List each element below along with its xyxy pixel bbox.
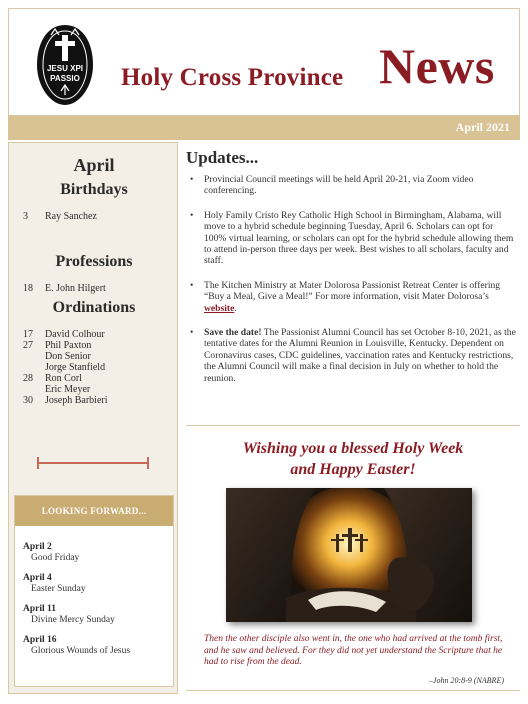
website-link[interactable]: website xyxy=(204,302,235,314)
profession-name: E. John Hilgert xyxy=(45,283,106,294)
ordination-name: Eric Meyer xyxy=(45,384,91,395)
empty-tomb-image xyxy=(226,488,472,622)
masthead xyxy=(8,8,520,116)
update-item xyxy=(190,280,516,314)
event-name: Easter Sunday xyxy=(31,584,86,594)
issue-date: April 2021 xyxy=(455,120,510,134)
event-date: April 2 xyxy=(23,542,52,552)
update-text: The Kitchen Ministry at Mater Dolorosa Passionist Retreat Center is offering “Buy a Meal, Give a Meal!” For more information, visit Mater Dolorosa’s xyxy=(204,279,501,303)
bullet-icon: • xyxy=(190,209,194,221)
event-date: April 16 xyxy=(23,635,57,645)
update-item xyxy=(190,174,516,197)
scripture-verse: Then the other disciple also went in, the one who had arrived at the tomb first, and he saw and believed. For they did not yet understand the Scripture that he had to rise from the dead. xyxy=(204,634,503,667)
event-date: April 4 xyxy=(23,573,52,583)
update-text: Holy Family Cristo Rey Catholic High School in Birmingham, Alabama, will move to a hybrid schedule beginning Tuesday, April 6. Scholars can opt for 100% virtual learning, or scholars can opt for the hybrid schedule allowing them to attend in-person three days per week. Best wishes to all scholars, faculty and staff. xyxy=(204,209,514,267)
updates-heading: Updates... xyxy=(186,148,259,167)
event-name: Divine Mercy Sunday xyxy=(31,615,115,625)
emblem-text-bottom: PASSIO xyxy=(50,74,80,83)
news-title: News xyxy=(379,38,495,94)
ordination-name: Ron Corl xyxy=(45,373,82,384)
ordination-name: David Colhour xyxy=(45,329,105,340)
ordination-day: 30 xyxy=(23,395,33,406)
emblem-text-top: JESU XPI xyxy=(46,64,84,73)
passionist-emblem-icon xyxy=(33,21,97,109)
ordination-name: Phil Paxton xyxy=(45,340,92,351)
greeting-line-2: and Happy Easter! xyxy=(290,461,416,478)
issue-date-bar xyxy=(8,116,520,140)
sidebar-month-heading: April xyxy=(73,155,115,175)
update-item xyxy=(190,327,516,384)
update-item xyxy=(190,210,516,267)
ordinations-heading: Ordinations xyxy=(52,299,136,316)
save-the-date-label: Save the date! xyxy=(204,327,262,339)
sidebar xyxy=(8,142,178,694)
event-name: Glorious Wounds of Jesus xyxy=(31,646,131,656)
update-text-end: . xyxy=(234,302,237,314)
event-name: Good Friday xyxy=(31,553,80,563)
scripture-reference: –John 20:8-9 (NABRE) xyxy=(428,676,504,685)
looking-forward-heading: LOOKING FORWARD... xyxy=(15,496,173,526)
decorative-divider xyxy=(37,457,149,469)
province-title: Holy Cross Province xyxy=(121,64,344,91)
ordination-name: Joseph Barbieri xyxy=(45,395,108,406)
bottom-divider xyxy=(186,690,520,691)
greeting-line-1: Wishing you a blessed Holy Week xyxy=(242,440,464,457)
bullet-icon: • xyxy=(190,174,194,185)
bullet-icon: • xyxy=(190,327,194,339)
birthdays-heading: Birthdays xyxy=(60,181,128,198)
bullet-icon: • xyxy=(190,279,194,291)
easter-greeting xyxy=(186,428,520,694)
birthday-day: 3 xyxy=(23,211,28,222)
birthday-name: Ray Sanchez xyxy=(45,211,97,222)
profession-day: 18 xyxy=(23,283,33,294)
professions-heading: Professions xyxy=(55,253,133,270)
ordination-day: 28 xyxy=(23,373,33,384)
ordination-name: Don Senior xyxy=(45,351,91,362)
update-text: The Passionist Alumni Council has set October 8-10, 2021, as the tentative dates for the Alumni Reunion in Louisville, Kentucky. Dependent on Coronavirus cases, CDC guidelines, vaccination rates and Kentucky restrictions, the Alumni Council will make a final decision in July on whether to hold the reunion. xyxy=(204,327,516,384)
ordination-name: Jorge Stanfield xyxy=(45,362,106,373)
section-divider xyxy=(186,425,520,426)
ordination-day: 27 xyxy=(23,340,33,351)
event-date: April 11 xyxy=(23,604,56,614)
update-text: Provincial Council meetings will be held April 20-21, via Zoom video conferencing. xyxy=(204,174,474,197)
ordination-day: 17 xyxy=(23,329,33,340)
updates-list xyxy=(190,174,516,397)
looking-forward-box xyxy=(14,495,174,687)
